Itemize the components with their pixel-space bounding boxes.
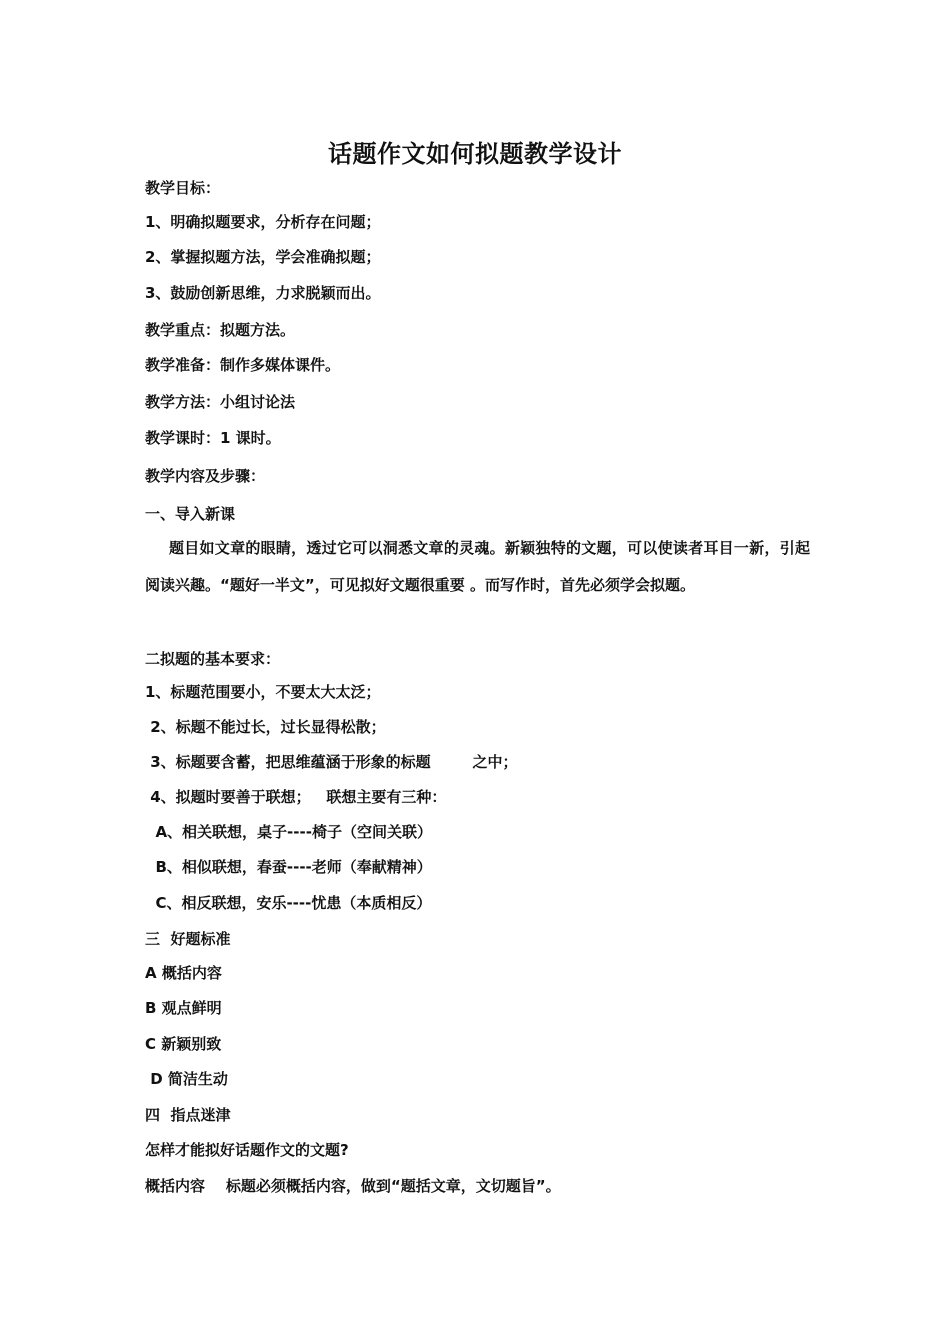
requirement-4: 4、拟题时要善于联想； 联想主要有三种： — [145, 788, 447, 806]
objectives-heading: 教学目标： — [145, 179, 221, 197]
content-steps-heading: 教学内容及步骤： — [145, 467, 266, 485]
teaching-method: 教学方法：小组讨论法 — [145, 393, 296, 411]
standard-b: B 观点鲜明 — [145, 999, 222, 1017]
association-a: A、相关联想，桌子----椅子（空间关联） — [145, 823, 432, 841]
requirement-1: 1、标题范围要小，不要太大太泛； — [145, 683, 381, 701]
requirement-2: 2、标题不能过长，过长显得松散； — [145, 718, 386, 736]
question-line: 怎样才能拟好话题作文的文题? — [145, 1141, 349, 1159]
standard-a: A 概括内容 — [145, 964, 222, 982]
teaching-preparation: 教学准备：制作多媒体课件。 — [145, 356, 341, 374]
class-hours: 教学课时：1 课时。 — [145, 429, 281, 447]
teaching-focus: 教学重点：拟题方法。 — [145, 321, 296, 339]
section-1-heading: 一、导入新课 — [145, 505, 236, 523]
section-2-heading: 二拟题的基本要求： — [145, 650, 281, 668]
standard-d: D 简洁生动 — [145, 1070, 228, 1088]
intro-paragraph: 题目如文章的眼睛，透过它可以洞悉文章的灵魂。新颖独特的文题，可以使读者耳目一新，引起阅读兴趣。“题好一半文”，可见拟好文题很重要 。而写作时，首先必须学会拟题。 — [145, 539, 810, 594]
section-4-heading: 四 指点迷津 — [145, 1106, 231, 1124]
objective-2: 2、掌握拟题方法，学会准确拟题； — [145, 248, 381, 266]
association-b: B、相似联想，春蚕----老师（奉献精神） — [145, 858, 432, 876]
summary-line: 概括内容 标题必须概括内容，做到“题括文章，文切题旨”。 — [145, 1177, 561, 1195]
association-c: C、相反联想，安乐----忧患（本质相反） — [145, 894, 432, 912]
section-3-heading: 三 好题标准 — [145, 930, 231, 948]
standard-c: C 新颖别致 — [145, 1035, 222, 1053]
requirement-3: 3、标题要含蓄，把思维蕴涵于形象的标题 之中； — [145, 753, 518, 771]
document-title: 话题作文如何拟题教学设计 — [328, 140, 622, 168]
objective-1: 1、明确拟题要求，分析存在问题； — [145, 213, 381, 231]
objective-3: 3、鼓励创新思维，力求脱颖而出。 — [145, 284, 381, 302]
